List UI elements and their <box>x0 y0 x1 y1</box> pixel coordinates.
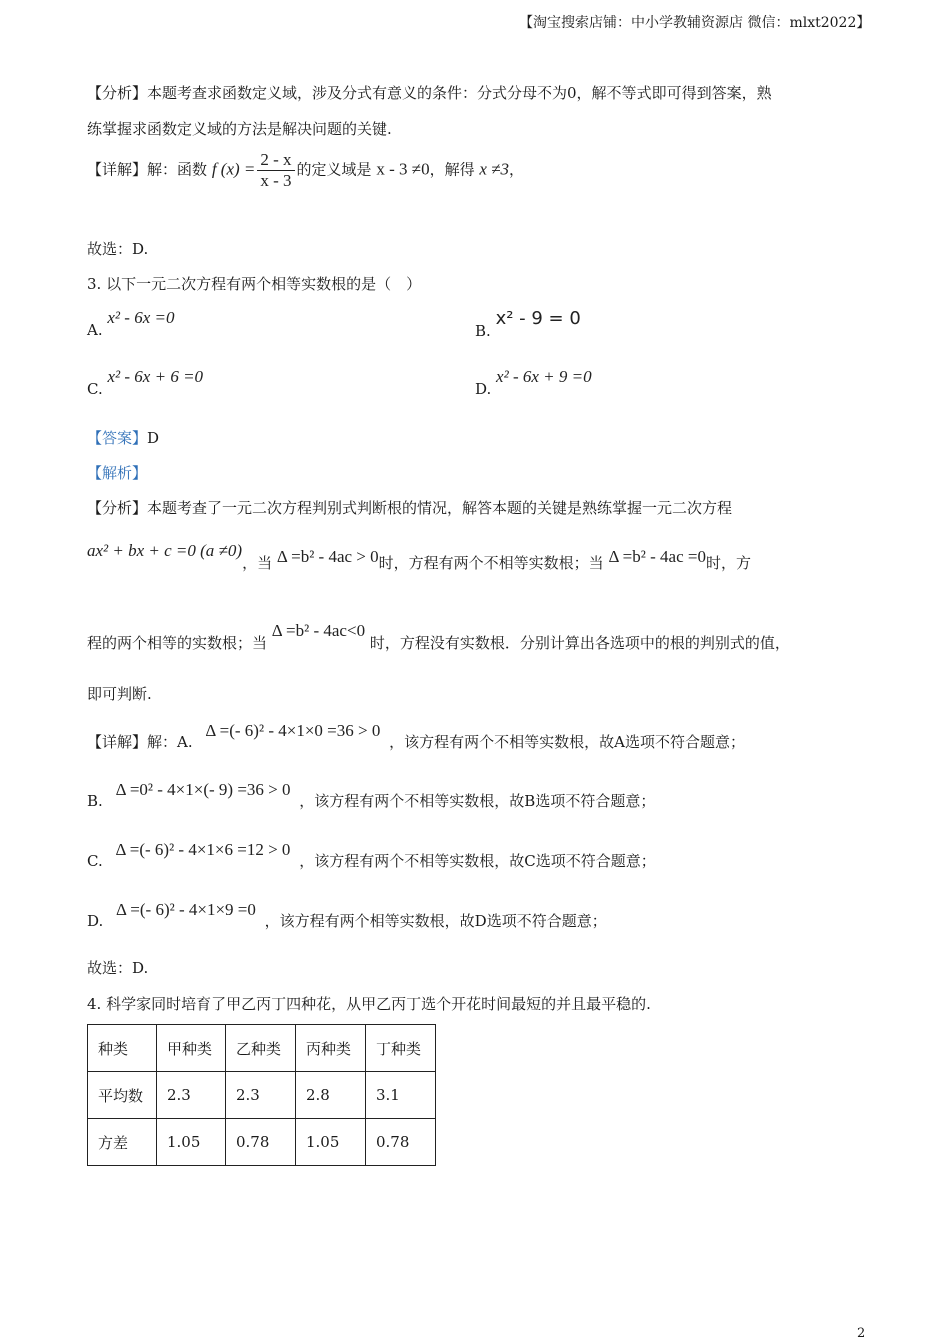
analysis-tag: 【分析】 <box>87 499 148 517</box>
q3-analysis-line-2 <box>87 541 751 572</box>
page-header: 【淘宝搜索店铺：中小学教辅资源店 微信：mlxt2022】 <box>519 15 871 31</box>
function-fraction <box>257 150 294 191</box>
table-cell: 2.3 <box>226 1072 296 1119</box>
analysis-line-2: 练掌握求函数定义域的方法是解决问题的关键. <box>87 120 392 138</box>
discriminant-negative: Δ =b² - 4ac<0 <box>271 621 366 640</box>
discriminant-positive: Δ =b² - 4ac > 0 <box>276 547 379 566</box>
answer-tag: 【答案】 <box>87 429 148 447</box>
detail-mid: 的定义域是 <box>296 160 372 179</box>
flower-data-table <box>87 1024 436 1166</box>
table-cell: 0.78 <box>366 1119 436 1166</box>
analysis-text-1: 本题考查求函数定义域，涉及分式有意义的条件：分式分母不为0，解不等式即可得到答案，熟 <box>147 84 772 102</box>
table-cell: 2.8 <box>296 1072 366 1119</box>
detail-lead: 解：A. <box>147 733 193 751</box>
q3-detail-a <box>87 720 745 751</box>
calc-text: ，该方程有两个不相等实数根，故C选项不符合题意； <box>299 852 656 870</box>
text-when: ，当 <box>242 554 273 572</box>
answer-value: D <box>147 429 160 447</box>
option-expr: x² - 6x + 6 =0 <box>107 367 204 386</box>
calc-text: ，该方程有两个不相等实数根，故B选项不符合题意； <box>299 792 656 810</box>
q3-option-a <box>87 308 175 339</box>
table-header-cell: 乙种类 <box>226 1025 296 1072</box>
fraction-numerator: 2 - x <box>257 150 294 171</box>
fraction-denominator: x - 3 <box>260 171 292 190</box>
q3-detail-d <box>87 899 607 930</box>
option-expr: x² - 9 = 0 <box>495 308 581 329</box>
detail-tail: ， <box>509 160 525 179</box>
option-expr: x² - 6x =0 <box>107 308 175 327</box>
table-header-cell: 种类 <box>88 1025 157 1072</box>
calc-text: ，该方程有两个不相等实数根，故A选项不符合题意； <box>389 733 745 751</box>
q3-option-d <box>475 367 592 398</box>
table-cell: 1.05 <box>296 1119 366 1166</box>
function-expr: f (x) = <box>211 159 256 179</box>
table-cell: 3.1 <box>366 1072 436 1119</box>
domain-result: x ≠3 <box>479 159 510 179</box>
q3-option-b <box>475 308 581 340</box>
option-label: D. <box>475 380 492 398</box>
detail-tag: 【详解】 <box>87 733 148 751</box>
option-label: B. <box>475 322 491 340</box>
q3-option-c <box>87 367 204 398</box>
option-label: C. <box>87 380 103 398</box>
text-no-roots: 时，方程没有实数根．分别计算出各选项中的根的判别式的值， <box>369 634 790 652</box>
table-header-row <box>88 1025 436 1072</box>
page-number: 2 <box>857 1326 866 1341</box>
analysis-text: 本题考查了一元二次方程判别式判断根的情况，解答本题的关键是熟练掌握一元二次方程 <box>147 499 733 517</box>
domain-condition: x - 3 ≠0 <box>376 159 430 179</box>
text-fang: 时，方 <box>705 554 751 572</box>
q3-analysis-line-1 <box>87 497 732 518</box>
discriminant-zero: Δ =b² - 4ac =0 <box>608 547 706 566</box>
q3-analysis-line-3 <box>87 620 790 652</box>
general-equation: ax² + bx + c =0 (a ≠0) <box>87 541 243 560</box>
table-cell: 1.05 <box>157 1119 226 1166</box>
table-cell: 平均数 <box>88 1072 157 1119</box>
calc-label: B. <box>87 792 103 810</box>
calc-label: D. <box>87 912 104 930</box>
q3-stem: 3. 以下一元二次方程有两个相等实数根的是（ ） <box>87 275 422 293</box>
table-row <box>88 1072 436 1119</box>
text-equal-roots: 程的两个相等的实数根；当 <box>87 634 268 652</box>
q3-answer <box>87 427 159 448</box>
q4-stem: 4. 科学家同时培育了甲乙丙丁四种花，从甲乙丙丁选个开花时间最短的并且最平稳的. <box>87 995 651 1013</box>
detail-tag: 【详解】 <box>87 160 148 179</box>
calc-expr: Δ =(- 6)² - 4×1×6 =12 > 0 <box>115 840 291 859</box>
table-cell: 0.78 <box>226 1119 296 1166</box>
table-cell: 方差 <box>88 1119 157 1166</box>
calc-label: C. <box>87 852 103 870</box>
q3-choose: 故选：D. <box>87 959 149 977</box>
table-header-cell: 丙种类 <box>296 1025 366 1072</box>
q3-explain-tag: 【解析】 <box>87 464 148 482</box>
table-row <box>88 1119 436 1166</box>
detail-lead: 解：函数 <box>147 160 208 179</box>
analysis-line-1 <box>87 82 772 103</box>
detail-mid2: ，解得 <box>429 160 475 179</box>
choose-q2: 故选：D. <box>87 240 149 258</box>
detail-q2-line <box>87 150 524 191</box>
q3-detail-b <box>87 779 656 810</box>
calc-expr: Δ =0² - 4×1×(- 9) =36 > 0 <box>115 780 291 799</box>
table-cell: 2.3 <box>157 1072 226 1119</box>
q3-detail-c <box>87 839 656 870</box>
option-label: A. <box>87 321 103 339</box>
calc-expr: Δ =(- 6)² - 4×1×9 =0 <box>116 900 256 919</box>
option-expr: x² - 6x + 9 =0 <box>496 367 592 386</box>
calc-text: ，该方程有两个相等实数根，故D选项不符合题意； <box>264 912 607 930</box>
table-header-cell: 丁种类 <box>366 1025 436 1072</box>
text-unequal: 时，方程有两个不相等实数根；当 <box>378 554 604 572</box>
calc-expr: Δ =(- 6)² - 4×1×0 =36 > 0 <box>205 721 381 740</box>
q3-analysis-line-4: 即可判断. <box>87 685 152 703</box>
table-header-cell: 甲种类 <box>157 1025 226 1072</box>
analysis-tag: 【分析】 <box>87 84 148 102</box>
